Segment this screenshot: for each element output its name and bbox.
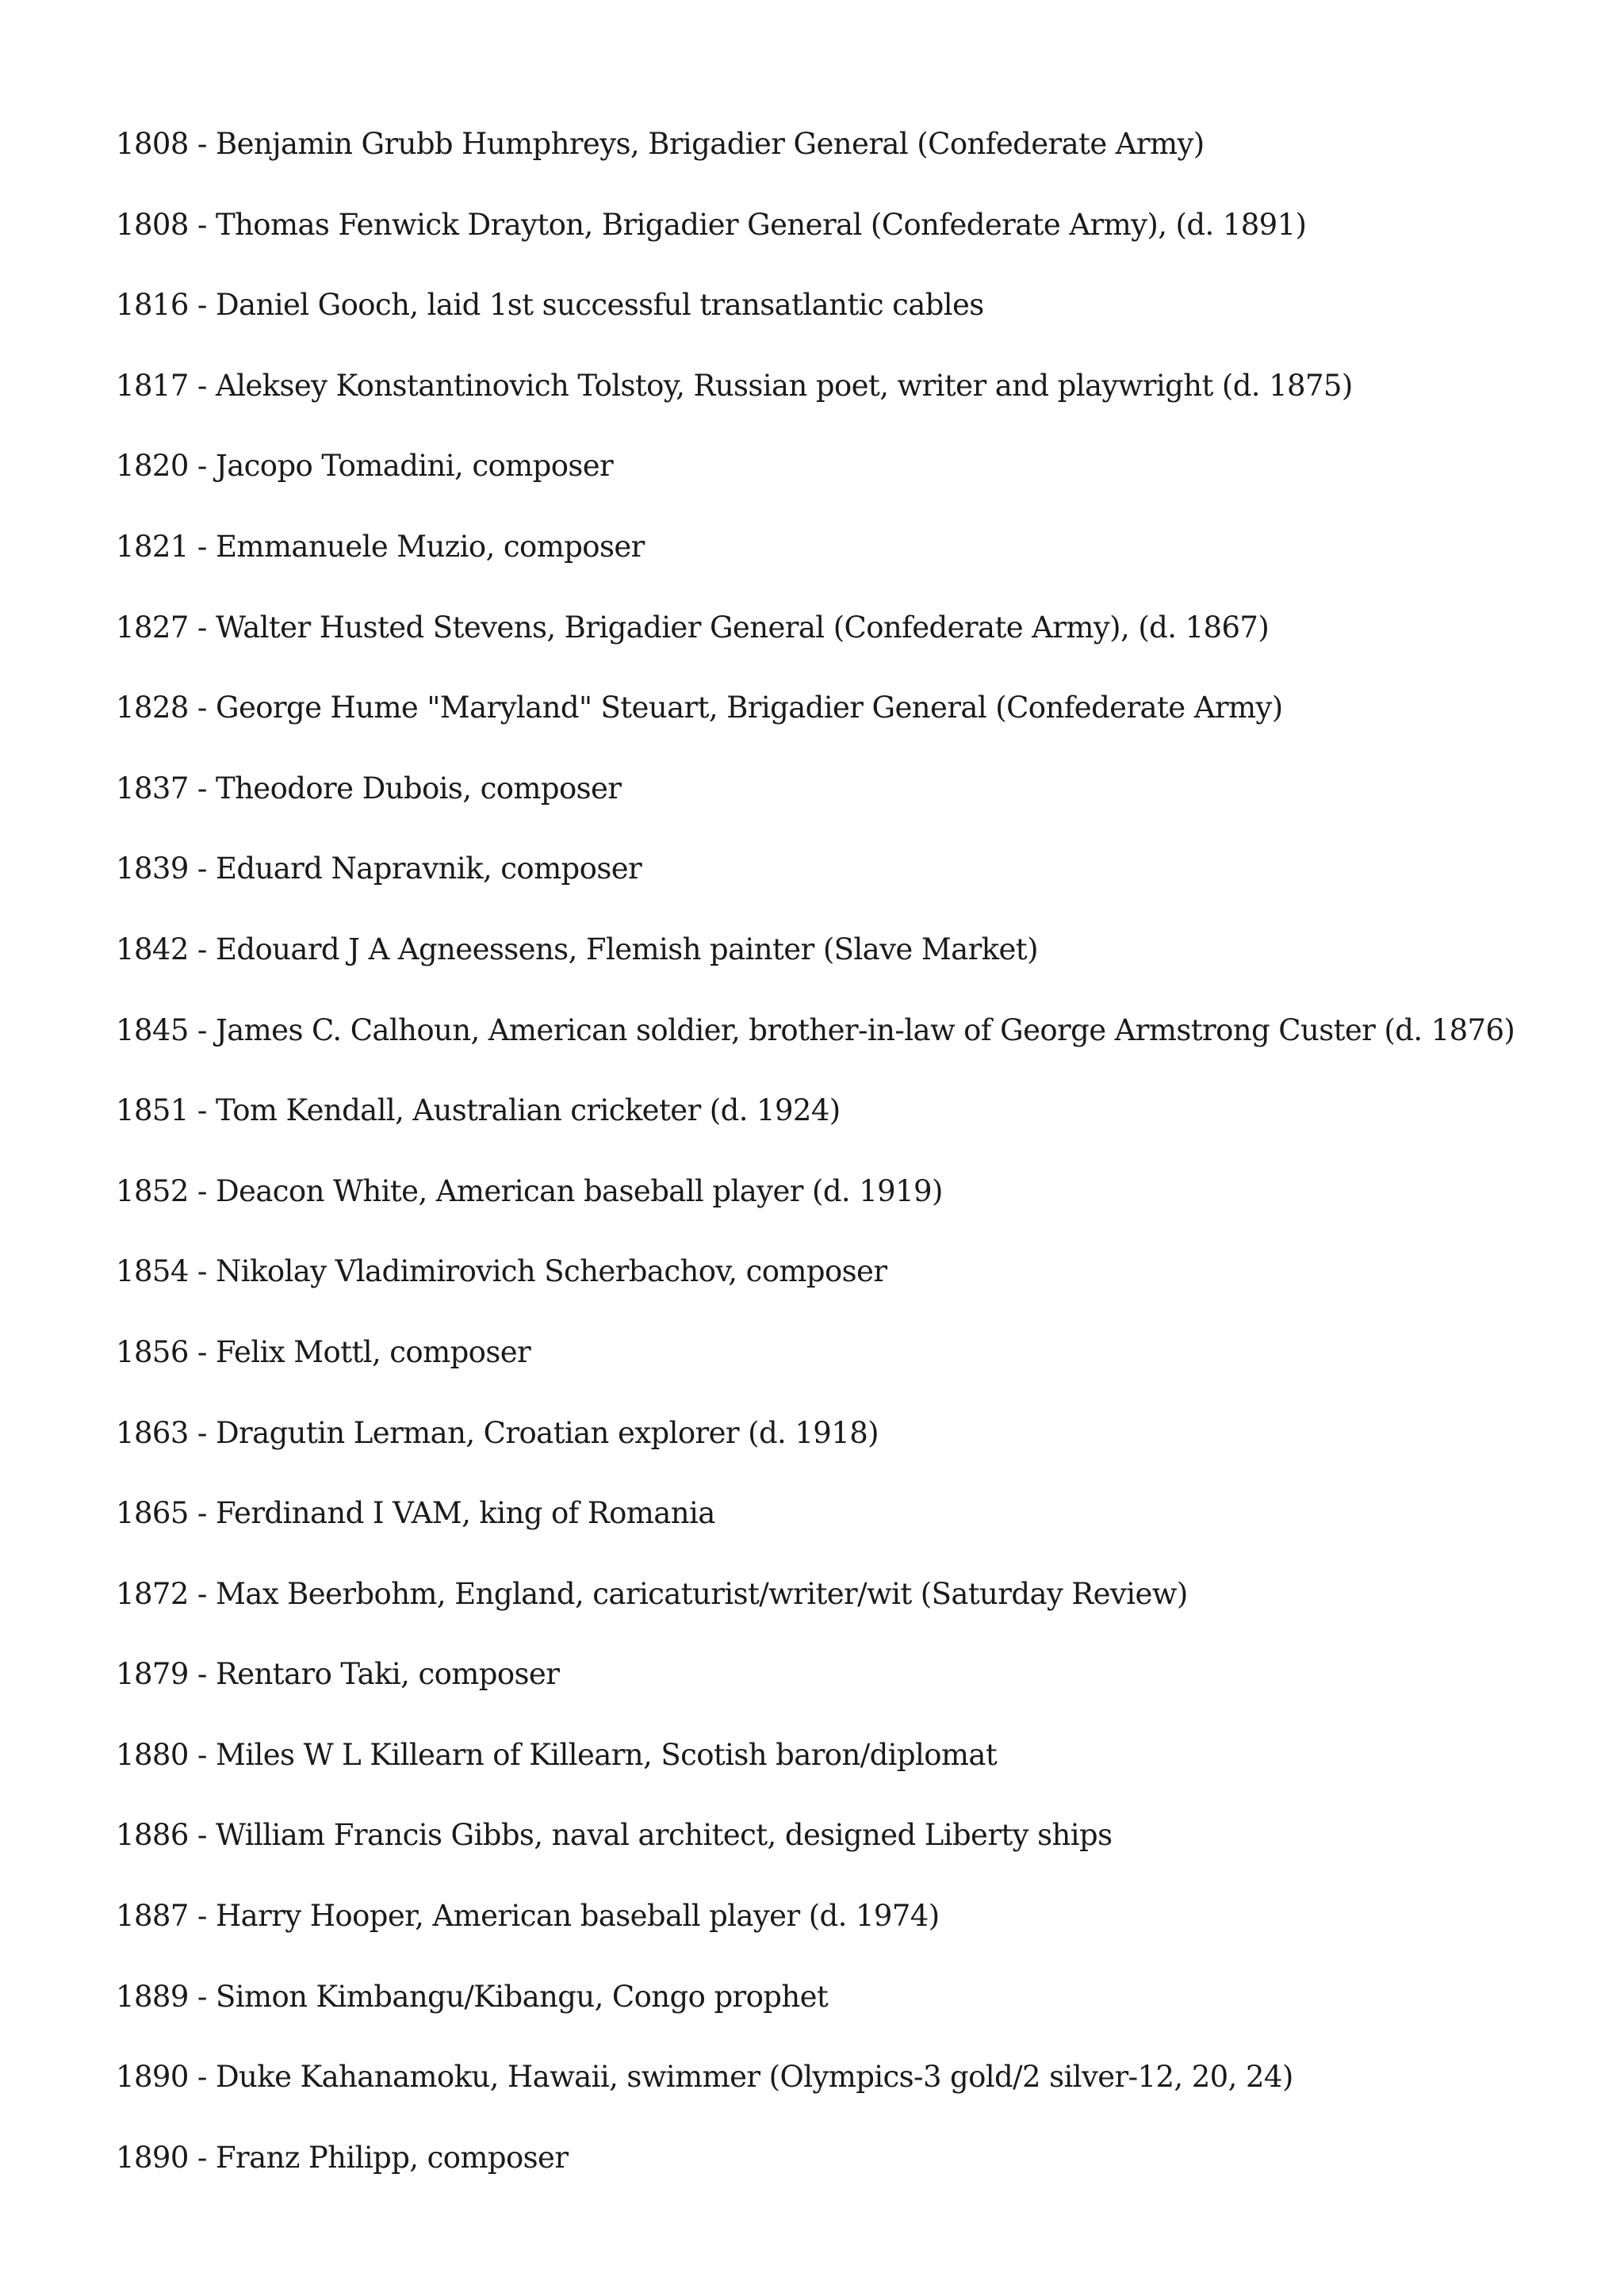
- list-item: 1879 - Rentaro Taki, composer: [116, 1657, 560, 1692]
- list-item: 1827 - Walter Husted Stevens, Brigadier General (Confederate Army), (d. 1867): [116, 610, 1270, 645]
- list-item: 1880 - Miles W L Killearn of Killearn, Scotish baron/diplomat: [116, 1737, 998, 1772]
- list-item: 1872 - Max Beerbohm, England, caricaturist/writer/wit (Saturday Review): [116, 1576, 1188, 1611]
- list-item: 1890 - Franz Philipp, composer: [116, 2140, 569, 2175]
- list-item: 1808 - Benjamin Grubb Humphreys, Brigadier General (Confederate Army): [116, 127, 1205, 161]
- list-item: 1817 - Aleksey Konstantinovich Tolstoy, Russian poet, writer and playwright (d. 1875): [116, 368, 1353, 403]
- list-item: 1854 - Nikolay Vladimirovich Scherbachov, composer: [116, 1254, 887, 1289]
- list-item: 1808 - Thomas Fenwick Drayton, Brigadier General (Confederate Army), (d. 1891): [116, 207, 1307, 242]
- list-item: 1821 - Emmanuele Muzio, composer: [116, 529, 645, 564]
- list-item: 1863 - Dragutin Lerman, Croatian explorer (d. 1918): [116, 1415, 879, 1450]
- list-item: 1856 - Felix Mottl, composer: [116, 1334, 531, 1369]
- list-item: 1837 - Theodore Dubois, composer: [116, 771, 622, 806]
- list-item: 1816 - Daniel Gooch, laid 1st successful transatlantic cables: [116, 288, 984, 323]
- list-item: 1842 - Edouard J A Agneessens, Flemish painter (Slave Market): [116, 932, 1038, 966]
- list-item: 1887 - Harry Hooper, American baseball player (d. 1974): [116, 1899, 940, 1934]
- list-item: 1828 - George Hume "Maryland" Steuart, Brigadier General (Confederate Army): [116, 691, 1283, 725]
- list-item: 1839 - Eduard Napravnik, composer: [116, 851, 642, 886]
- list-item: 1890 - Duke Kahanamoku, Hawaii, swimmer (Olympics-3 gold/2 silver-12, 20, 24): [116, 2060, 1293, 2095]
- list-item: 1852 - Deacon White, American baseball player (d. 1919): [116, 1173, 943, 1208]
- list-item: 1820 - Jacopo Tomadini, composer: [116, 449, 614, 484]
- birthday-entry-list: [116, 124, 1576, 2218]
- list-item: 1886 - William Francis Gibbs, naval architect, designed Liberty ships: [116, 1818, 1113, 1853]
- list-item: 1889 - Simon Kimbangu/Kibangu, Congo prophet: [116, 1979, 829, 2014]
- list-item: 1865 - Ferdinand I VAM, king of Romania: [116, 1496, 715, 1531]
- list-item: 1845 - James C. Calhoun, American soldier, brother-in-law of George Armstrong Custer (d. 1876): [116, 1012, 1515, 1047]
- list-item: 1851 - Tom Kendall, Australian cricketer (d. 1924): [116, 1093, 841, 1128]
